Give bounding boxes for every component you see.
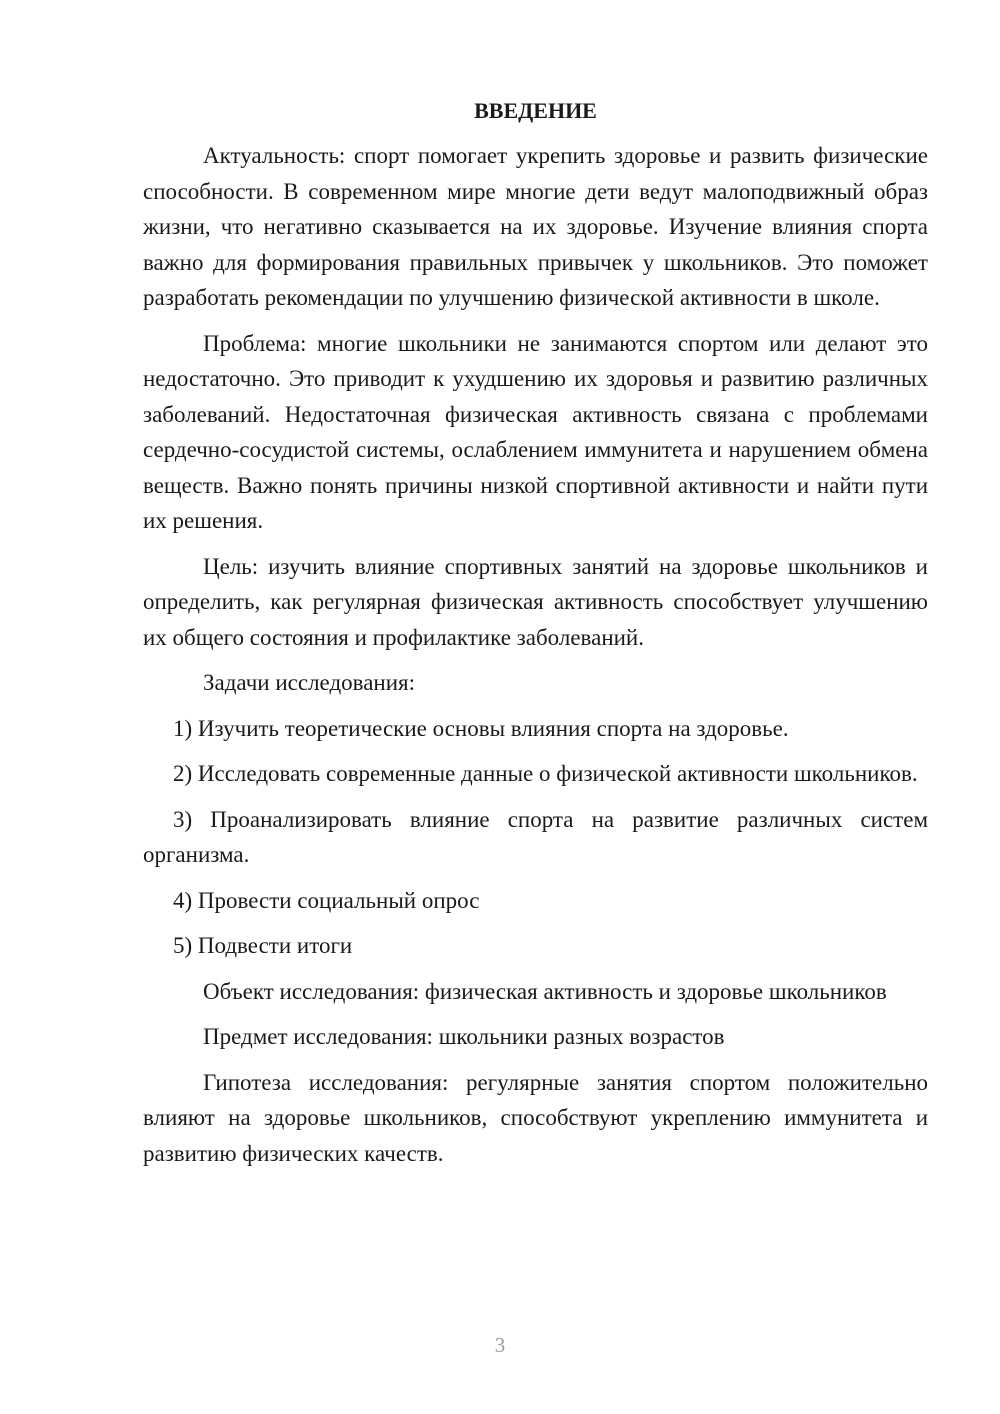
tasks-heading: Задачи исследования: bbox=[203, 670, 416, 695]
paragraph-goal: Цель: изучить влияние спортивных занятий на здоровье школьников и определить, как регулярная физическая активность способствует улучшению их общего состояния и профилактике заболеваний. bbox=[143, 553, 928, 650]
paragraph-subject: Предмет исследования: школьники разных возрастов bbox=[203, 1024, 725, 1049]
paragraph-object: Объект исследования: физическая активность и здоровье школьников bbox=[203, 978, 887, 1004]
task-item-2: 2) Исследовать современные данные о физической активности школьников. bbox=[173, 761, 918, 786]
task-item-4: 4) Провести социальный опрос bbox=[173, 887, 480, 913]
section-title: ВВЕДЕНИЕ bbox=[474, 98, 597, 123]
page-content bbox=[143, 93, 928, 1181]
page-number: 3 bbox=[494, 1333, 506, 1357]
paragraph-hypothesis: Гипотеза исследования: регулярные занятия спортом положительно влияют на здоровье школьников, способствуют укреплению иммунитета и развитию физических качеств. bbox=[143, 1069, 928, 1166]
task-item-3: 3) Проанализировать влияние спорта на развитие различных систем организма. bbox=[143, 806, 928, 867]
task-item-1: 1) Изучить теоретические основы влияния спорта на здоровье. bbox=[173, 715, 789, 741]
task-item-5: 5) Подвести итоги bbox=[173, 933, 353, 958]
paragraph-relevance: Актуальность: спорт помогает укрепить здоровье и развить физические способности. В современном мире многие дети ведут малоподвижный образ жизни, что негативно сказывается на их здоровье. Изучение влияния спорта важно для формирования правильных привычек у школьников. Это поможет разработать рекомендации по улучшению физической активности в школе. bbox=[143, 143, 928, 310]
paragraph-problem: Проблема: многие школьники не занимаются спортом или делают это недостаточно. Это приводит к ухудшению их здоровья и развитию различных заболеваний. Недостаточная физическая активность связана с проблемами сердечно-сосудистой системы, ослаблением иммунитета и нарушением обмена веществ. Важно понять причины низкой спортивной активности и найти пути их решения. bbox=[143, 330, 928, 533]
